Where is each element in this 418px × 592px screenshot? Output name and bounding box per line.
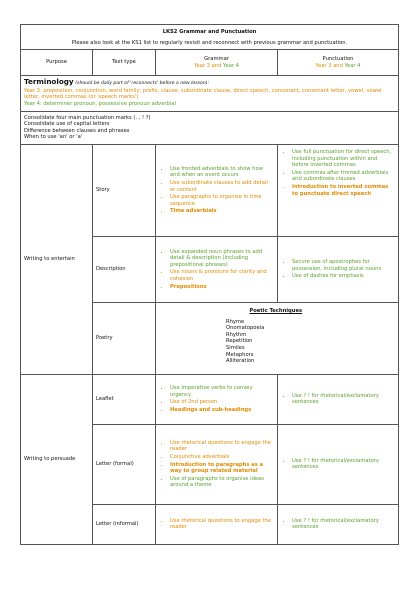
letter-informal-grammar-list: [159, 518, 274, 531]
description-grammar-list: [159, 249, 274, 291]
story-grammar-list: [159, 166, 274, 215]
list-item: • Prepositions: [170, 284, 274, 291]
document-title: LKS2 Grammar and Punctuation: [162, 29, 257, 35]
list-item: • Use of 2nd person: [170, 399, 274, 406]
year4-terms-label: Year 4:: [24, 100, 42, 107]
consolidate-item: Consolidate use of capital letters: [24, 121, 110, 128]
letter-informal-punctuation-list: [281, 518, 395, 531]
year4-label: Year 4: [344, 62, 361, 69]
poetic-technique-item: Rhyme: [226, 318, 245, 325]
punctuation-header-label: Punctuation: [322, 56, 354, 63]
list-item: • Use full punctuation for direct speech, including punctuation within and before inverted commas: [292, 149, 395, 169]
purpose-entertain: Writing to entertain: [21, 144, 93, 374]
text-type-letter-formal: Letter (formal): [93, 424, 156, 504]
terminology-row: [21, 76, 399, 111]
year3-terms-label: Year 3:: [24, 87, 42, 94]
poetic-technique-item: Alliteration: [226, 358, 255, 365]
subtitle-row: [21, 38, 399, 50]
grammar-punctuation-table: [20, 24, 399, 545]
description-punctuation-list: [281, 259, 395, 280]
terminology-note: (should be daily part of 'reconnects' before a new lesson):: [75, 81, 210, 87]
poetic-technique-item: Onomatopoeia: [226, 325, 265, 332]
list-item: • Use ? ! for rhetorical/exclamatory sentences: [292, 393, 395, 406]
consolidate-row: [21, 111, 399, 144]
punctuation-header: [278, 50, 399, 76]
list-item: • Use imperative verbs to convey urgency: [170, 385, 274, 398]
text-type-description: Description: [93, 236, 156, 302]
list-item: • Conjunctive adverbials: [170, 454, 274, 461]
title-row: [21, 25, 399, 38]
grammar-header-label: Grammar: [204, 56, 229, 63]
story-punctuation-list: [281, 149, 395, 197]
list-item: • Use paragraphs to organise in time sequence: [170, 194, 274, 207]
year3-label: Year 3: [194, 62, 210, 69]
year3-label: Year 3: [315, 62, 332, 69]
consolidate-item: When to use 'an' or 'a': [24, 134, 83, 141]
list-item: • Use nouns & pronouns for clarity and cohesion: [170, 269, 274, 282]
list-item: • Use ? ! for rhetorical/exclamatory sentences: [292, 518, 395, 531]
poetic-technique-item: Similes: [226, 344, 245, 351]
text-type-leaflet: Leaflet: [93, 374, 156, 424]
letter-formal-grammar-list: [159, 440, 274, 489]
leaflet-row: [21, 374, 399, 424]
consolidate-item: Consolidate four main punctuation marks (. , ! ?): [24, 114, 151, 121]
text-type-poetry: Poetry: [93, 302, 156, 374]
year4-label: Year 4: [223, 62, 239, 69]
story-row: [21, 144, 399, 236]
poetic-technique-item: Repetition: [226, 338, 253, 345]
list-item: • Headings and sub-headings: [170, 407, 274, 414]
list-item: • Use expanded noun phrases to add detail & description (including prepositional phrases): [170, 249, 274, 269]
list-item: • Use of paragraphs to organise ideas around a theme: [170, 476, 274, 489]
poetic-technique-item: Rhythm: [226, 331, 247, 338]
grammar-header: [156, 50, 278, 76]
poetic-techniques-heading: Poetic Techniques: [249, 307, 303, 314]
leaflet-grammar-list: [159, 385, 274, 413]
list-item: • Use ? ! for rhetorical/exclamatory sentences: [292, 458, 395, 471]
and-label: and: [211, 62, 222, 69]
text-type-letter-informal: Letter (informal): [93, 504, 156, 544]
list-item: • Use fronted adverbials to show how and when an event occurs: [170, 166, 274, 179]
list-item: • Introduction to inverted commas to punctuate direct speech: [292, 184, 395, 197]
list-item: • Use subordinate clauses to add detail or content: [170, 180, 274, 193]
list-item: • Use rhetorical questions to engage the reader: [170, 440, 274, 453]
list-item: • Use rhetorical questions to engage the reader: [170, 518, 274, 531]
list-item: • Introduction to paragraphs as a way to group related material: [170, 462, 274, 475]
list-item: • Use commas after fronted adverbials and subordinate clauses: [292, 170, 395, 183]
leaflet-punctuation-list: [281, 393, 395, 406]
poetic-technique-item: Metaphors: [226, 351, 254, 358]
document-subtitle: Please also look at the KS1 list to regularly revisit and reconnect with previous grammar and punctuation.: [71, 39, 348, 46]
list-item: • Time adverbials: [170, 208, 274, 215]
and-label: and: [333, 62, 343, 69]
purpose-persuade: Writing to persuade: [21, 374, 93, 544]
list-item: • Use of dashes for emphasis: [292, 273, 395, 280]
year3-terms: preposition, conjunction, word family, prefix, clause, subordinate clause, direct speech, consonant, consonant letter, vowel, vowel letter, inverted commas (or 'speech marks'): [24, 87, 382, 101]
terminology-title: Terminology: [24, 77, 74, 87]
text-type-header: Text type: [93, 50, 156, 76]
letter-formal-punctuation-list: [281, 458, 395, 471]
column-header-row: [21, 50, 399, 76]
purpose-header: Purpose: [21, 50, 93, 76]
year4-terms: determiner pronoun, possessive pronoun adverbial: [43, 100, 176, 107]
text-type-story: Story: [93, 144, 156, 236]
consolidate-item: Difference between clauses and phrases: [24, 127, 130, 134]
list-item: • Secure use of apostrophes for possession, including plural nouns: [292, 259, 395, 272]
